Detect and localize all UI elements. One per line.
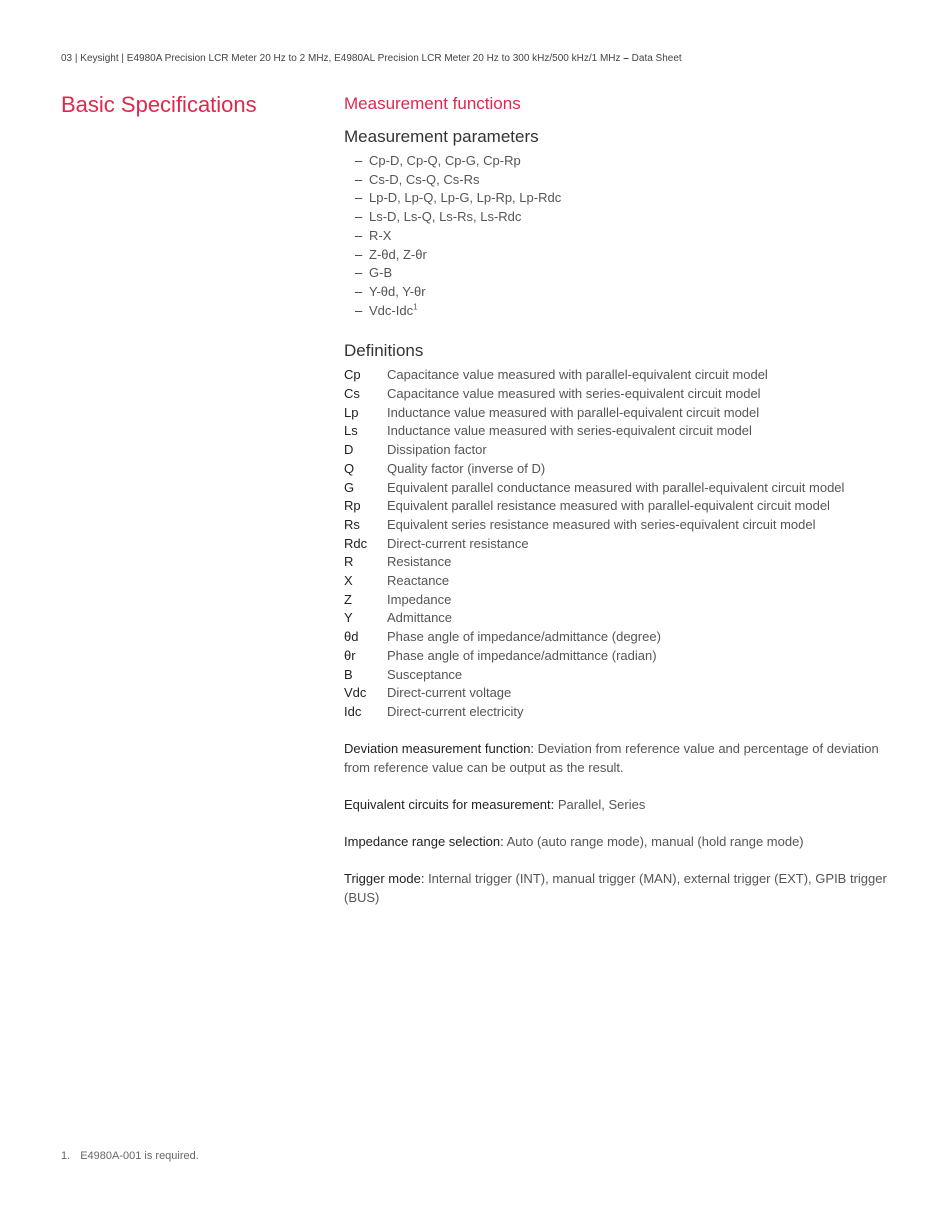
definition-row — [344, 385, 904, 404]
parameter-item — [344, 283, 904, 302]
parameter-text: R-X — [369, 227, 392, 243]
parameter-item — [344, 152, 904, 171]
spec-paragraph — [344, 739, 904, 777]
parameter-text: Lp-D, Lp-Q, Lp-G, Lp-Rp, Lp-Rdc — [369, 190, 562, 206]
parameter-text: Z-θd, Z-θr — [369, 246, 427, 262]
spec-value: Deviation from reference value and percentage of deviation from reference value can be output as the result. — [344, 740, 879, 775]
main-content — [344, 93, 904, 925]
parameter-item — [344, 227, 904, 246]
spec-value: Internal trigger (INT), manual trigger (MAN), external trigger (EXT), GPIB trigger (BUS) — [344, 870, 887, 905]
definition-row — [344, 628, 904, 647]
definition-row — [344, 441, 904, 460]
definition-description: Inductance value measured with series-equivalent circuit model — [387, 423, 752, 439]
list-dash: – — [355, 209, 363, 225]
definition-description: Equivalent parallel resistance measured with parallel-equivalent circuit model — [387, 498, 830, 514]
definition-row — [344, 422, 904, 441]
definition-row — [344, 535, 904, 554]
definition-term: Rp — [344, 498, 361, 514]
definition-row — [344, 404, 904, 423]
definition-row — [344, 479, 904, 498]
definition-row — [344, 572, 904, 591]
spec-paragraphs — [344, 739, 904, 907]
definition-term: θr — [344, 647, 356, 663]
parameter-item — [344, 246, 904, 265]
definition-term: D — [344, 442, 354, 458]
definition-description: Direct-current voltage — [387, 685, 512, 701]
definition-term: θd — [344, 629, 359, 645]
definition-description: Dissipation factor — [387, 442, 487, 458]
definition-term: Cs — [344, 386, 360, 402]
definition-row — [344, 553, 904, 572]
definition-row — [344, 647, 904, 666]
spec-paragraph — [344, 869, 904, 907]
definition-row — [344, 366, 904, 385]
definitions-list — [344, 366, 904, 721]
definition-row — [344, 460, 904, 479]
definition-description: Phase angle of impedance/admittance (radian) — [387, 647, 657, 663]
definition-description: Phase angle of impedance/admittance (degree) — [387, 629, 661, 645]
spec-paragraph — [344, 795, 904, 814]
parameter-text: Cs-D, Cs-Q, Cs-Rs — [369, 171, 480, 187]
definition-description: Admittance — [387, 610, 453, 626]
header-text: 03 | Keysight | E4980A Precision LCR Meter 20 Hz to 2 MHz, E4980AL Precision LCR Meter 20 Hz to 300 kHz/500 kHz/1 MHz — [61, 53, 621, 64]
definition-term: Y — [344, 610, 353, 626]
definition-row — [344, 684, 904, 703]
definition-term: Cp — [344, 367, 361, 383]
parameter-item — [344, 171, 904, 190]
definition-term: Rs — [344, 516, 360, 532]
parameter-text: G-B — [369, 265, 393, 281]
definition-description: Direct-current electricity — [387, 703, 524, 719]
definition-row — [344, 703, 904, 722]
section-title: Basic Specifications — [61, 92, 257, 117]
header-separator: – — [620, 53, 632, 64]
definition-term: X — [344, 573, 353, 589]
definition-description: Equivalent series resistance measured with series-equivalent circuit model — [387, 516, 816, 532]
spec-value: Parallel, Series — [557, 796, 646, 812]
definition-description: Susceptance — [387, 666, 463, 682]
subsection-title: Measurement functions — [344, 94, 521, 113]
parameter-text: Cp-D, Cp-Q, Cp-G, Cp-Rp — [369, 153, 521, 168]
list-dash: – — [355, 283, 363, 299]
list-dash: – — [355, 190, 363, 206]
list-dash: – — [355, 302, 363, 318]
spec-value: Auto (auto range mode), manual (hold range mode) — [506, 833, 804, 849]
definition-description: Direct-current resistance — [387, 535, 529, 551]
definition-row — [344, 516, 904, 535]
definition-term: Q — [344, 460, 355, 476]
definition-term: B — [344, 666, 353, 682]
list-dash: – — [355, 265, 363, 281]
definition-description: Quality factor (inverse of D) — [387, 460, 546, 476]
footnote-mark: 1 — [413, 302, 418, 312]
running-header — [61, 53, 682, 64]
list-dash: – — [355, 227, 363, 243]
parameter-text: Y-θd, Y-θr — [369, 283, 426, 299]
spec-label: Trigger mode: — [344, 870, 425, 886]
parameter-item — [344, 264, 904, 283]
definition-description: Impedance — [387, 591, 452, 607]
parameter-item — [344, 208, 904, 227]
definition-description: Inductance value measured with parallel-equivalent circuit model — [387, 404, 760, 420]
definition-row — [344, 591, 904, 610]
spec-label: Impedance range selection: — [344, 833, 504, 849]
definition-row — [344, 666, 904, 685]
definition-term: Lp — [344, 404, 359, 420]
definition-description: Equivalent parallel conductance measured with parallel-equivalent circuit model — [387, 479, 845, 495]
definitions-heading: Definitions — [344, 341, 424, 361]
footnote — [61, 1150, 199, 1162]
parameter-item — [344, 302, 904, 321]
definition-term: Rdc — [344, 535, 368, 551]
definition-term: Z — [344, 591, 352, 607]
definition-description: Resistance — [387, 554, 452, 570]
spec-label: Equivalent circuits for measurement: — [344, 796, 555, 812]
footnote-number: 1. — [61, 1150, 71, 1162]
definition-row — [344, 609, 904, 628]
definition-description: Reactance — [387, 573, 450, 589]
parameter-item — [344, 189, 904, 208]
list-dash: – — [355, 171, 363, 187]
definition-term: Idc — [344, 703, 362, 719]
definition-term: G — [344, 479, 355, 495]
header-doc-type: Data Sheet — [631, 53, 682, 64]
parameter-text: Vdc-Idc — [369, 302, 414, 318]
definition-row — [344, 497, 904, 516]
parameters-heading: Measurement parameters — [344, 127, 539, 146]
list-dash: – — [355, 153, 363, 168]
footnote-text: E4980A-001 is required. — [80, 1150, 199, 1162]
definition-description: Capacitance value measured with parallel-equivalent circuit model — [387, 367, 768, 383]
parameter-text: Ls-D, Ls-Q, Ls-Rs, Ls-Rdc — [369, 209, 522, 225]
definition-term: R — [344, 554, 354, 570]
spec-label: Deviation measurement function: — [344, 740, 535, 756]
spec-paragraph — [344, 832, 904, 851]
definition-description: Capacitance value measured with series-equivalent circuit model — [387, 386, 761, 402]
list-dash: – — [355, 246, 363, 262]
definition-term: Ls — [344, 423, 358, 439]
definition-term: Vdc — [344, 685, 367, 701]
parameters-list — [344, 152, 904, 320]
